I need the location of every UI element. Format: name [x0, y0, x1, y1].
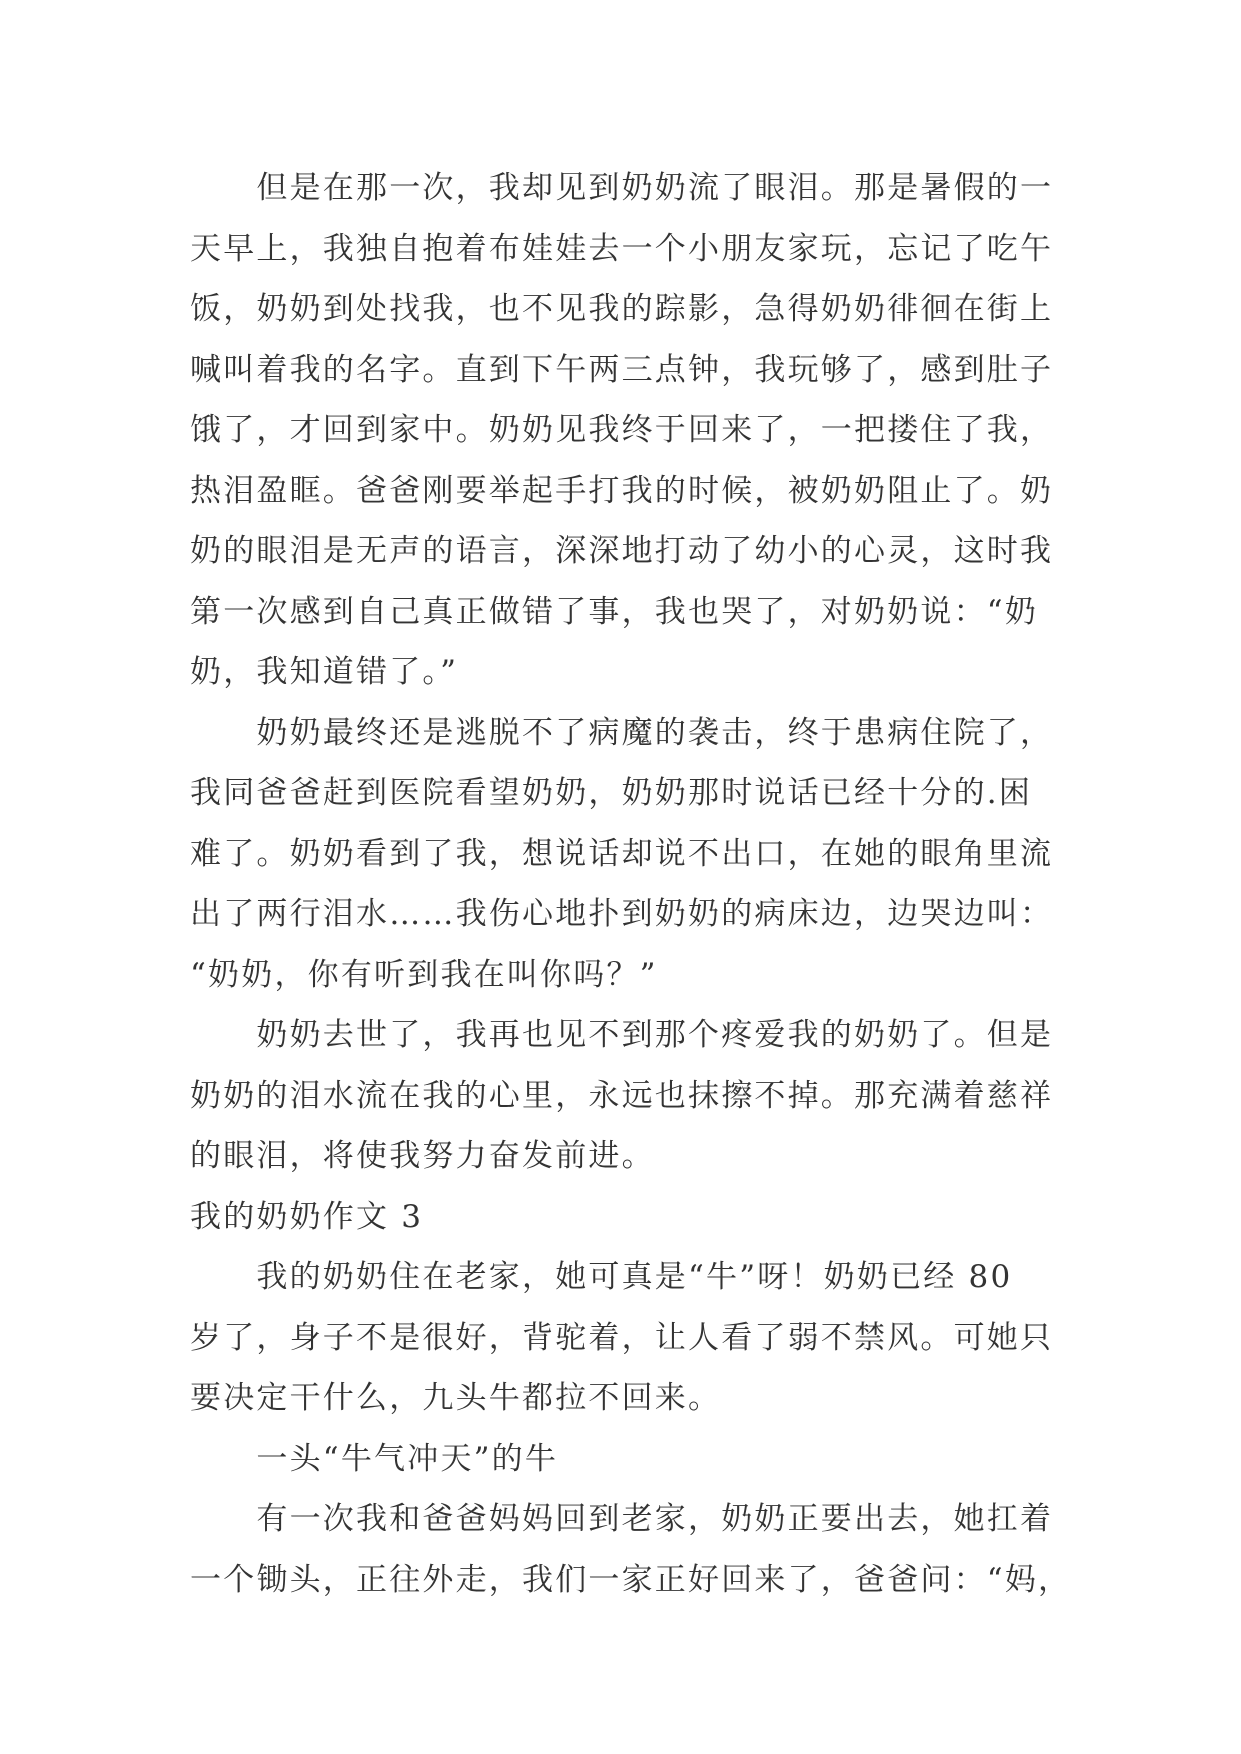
text-line: 喊叫着我的名字。直到下午两三点钟，我玩够了，感到肚子 — [190, 351, 1054, 388]
text-line: 一个锄头，正往外走，我们一家正好回来了，爸爸问：“妈， — [190, 1561, 1072, 1598]
text-line: 的眼泪，将使我努力奋发前进。 — [190, 1138, 655, 1174]
text-line: 饭，奶奶到处找我，也不见我的踪影，急得奶奶徘徊在街上 — [190, 291, 1054, 327]
text-line: 奶的眼泪是无声的语言，深深地打动了幼小的心灵，这时我 — [190, 533, 1054, 569]
text-line: 热泪盈眶。爸爸刚要举起手打我的时候，被奶奶阻止了。奶 — [190, 472, 1054, 509]
paragraph — [190, 158, 1090, 703]
essay-title: 我的奶奶作文 3 — [190, 1198, 424, 1235]
text-line: 天早上，我独自抱着布娃娃去一个小朋友家玩，忘记了吃午 — [190, 230, 1054, 267]
text-line: 岁了，身子不是很好，背驼着，让人看了弱不禁风。可她只 — [190, 1319, 1054, 1356]
paragraph — [190, 1489, 1090, 1610]
text-line: 有一次我和爸爸妈妈回到老家，奶奶正要出去，她扛着 — [256, 1501, 1054, 1537]
text-line: 奶奶最终还是逃脱不了病魔的袭击，终于患病住院了， — [256, 714, 1054, 751]
text-line: 我的奶奶住在老家，她可真是“牛”呀！奶奶已经 80 — [256, 1259, 1013, 1295]
section-heading: 一头“牛气冲天”的牛 — [256, 1440, 559, 1477]
text-line: “奶奶，你有听到我在叫你吗？” — [190, 956, 658, 993]
text-line: 出了两行泪水……我伤心地扑到奶奶的病床边，边哭边叫： — [190, 896, 1054, 932]
text-line: 奶奶去世了，我再也见不到那个疼爱我的奶奶了。但是 — [256, 1017, 1054, 1053]
text-line: 我同爸爸赶到医院看望奶奶，奶奶那时说话已经十分的.困 — [190, 775, 1033, 811]
text-line: 要决定干什么，九头牛都拉不回来。 — [190, 1380, 722, 1416]
text-line: 但是在那一次，我却见到奶奶流了眼泪。那是暑假的一 — [256, 170, 1054, 206]
document-body — [190, 158, 1090, 1610]
paragraph — [190, 703, 1090, 1006]
text-line: 饿了，才回到家中。奶奶见我终于回来了，一把搂住了我， — [190, 412, 1054, 448]
paragraph — [190, 1005, 1090, 1187]
text-line: 第一次感到自己真正做错了事，我也哭了，对奶奶说：“奶 — [190, 593, 1039, 630]
text-line: 奶奶的泪水流在我的心里，永远也抹擦不掉。那充满着慈祥 — [190, 1077, 1054, 1114]
paragraph — [190, 1247, 1090, 1429]
text-line: 奶，我知道错了。” — [190, 654, 459, 690]
text-line: 难了。奶奶看到了我，想说话却说不出口，在她的眼角里流 — [190, 835, 1054, 872]
